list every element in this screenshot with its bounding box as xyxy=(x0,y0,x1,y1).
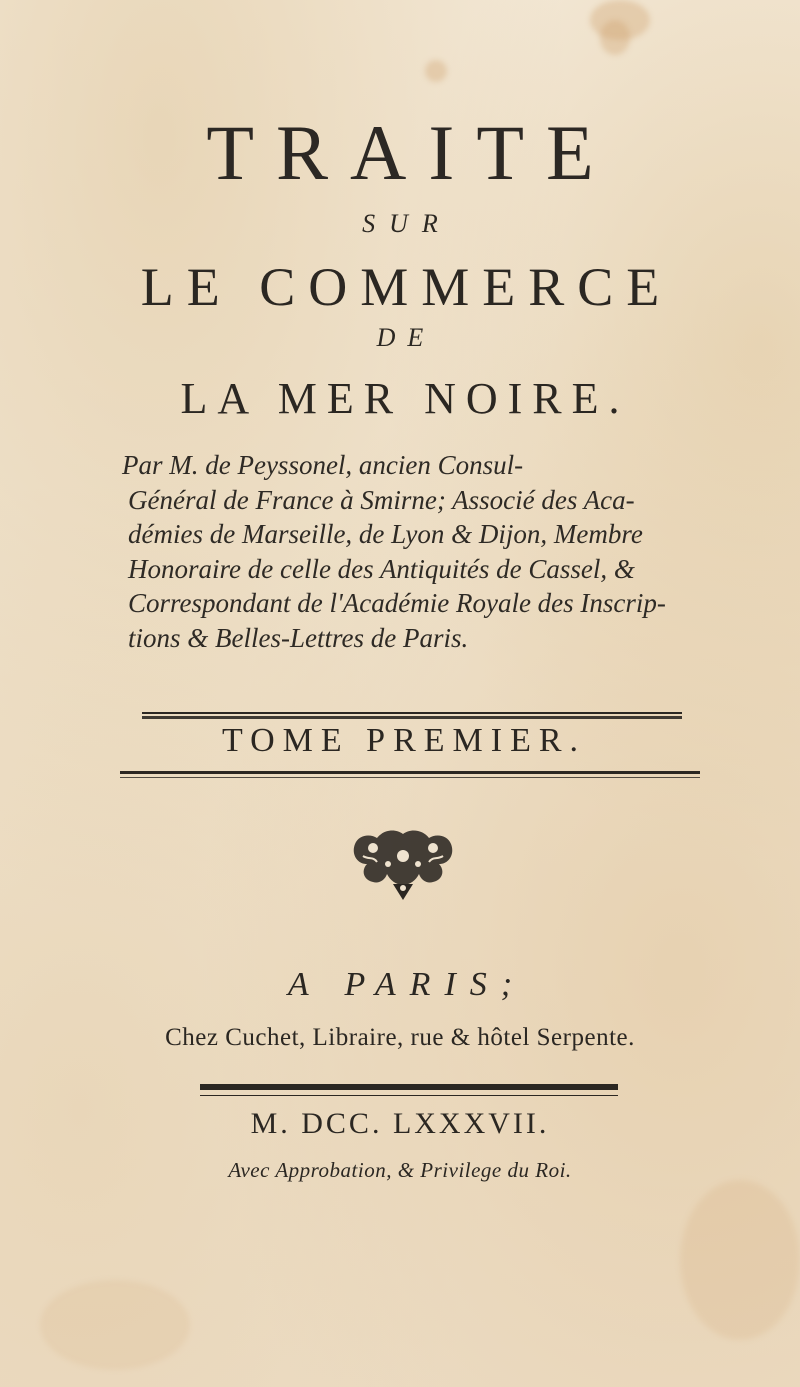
rule-thick xyxy=(120,771,700,774)
author-statement xyxy=(122,448,722,655)
printers-ornament-icon xyxy=(343,826,463,906)
imprint-publisher: Chez Cuchet, Libraire, rue & hôtel Serpente. xyxy=(165,1024,635,1051)
paper-stain xyxy=(680,1180,800,1340)
author-line: Par M. de Peyssonel, ancien Consul- xyxy=(122,450,524,480)
paper-stain xyxy=(40,1280,190,1370)
privilege-statement: Avec Approbation, & Privilege du Roi. xyxy=(228,1158,572,1182)
rule-thick xyxy=(200,1084,618,1090)
paper-stain xyxy=(600,20,630,55)
rule-thick xyxy=(142,716,682,719)
author-line: Général de France à Smirne; Associé des Aca- xyxy=(128,484,635,515)
author-line: démies de Marseille, de Lyon & Dijon, Membre xyxy=(128,519,643,549)
imprint-place: A PARIS; xyxy=(287,966,527,1003)
author-line: Honoraire de celle des Antiquités de Cassel, & xyxy=(128,553,635,584)
title-connector-sur: SUR xyxy=(362,209,452,238)
rule-thin xyxy=(200,1095,618,1096)
imprint-year: M. DCC. LXXXVII. xyxy=(250,1107,550,1140)
title-subject: LE COMMERCE xyxy=(140,257,673,317)
rule-thin xyxy=(142,712,682,714)
volume-label: TOME PREMIER. xyxy=(221,722,587,759)
rule-thin xyxy=(120,777,700,778)
book-title: TRAITE xyxy=(206,109,616,196)
author-line: tions & Belles-Lettres de Paris. xyxy=(128,622,469,653)
title-connector-de: DE xyxy=(376,323,436,352)
title-sea: LA MER NOIRE. xyxy=(180,374,630,423)
author-line: Correspondant de l'Académie Royale des Inscrip- xyxy=(128,588,666,618)
paper-stain xyxy=(425,60,447,82)
